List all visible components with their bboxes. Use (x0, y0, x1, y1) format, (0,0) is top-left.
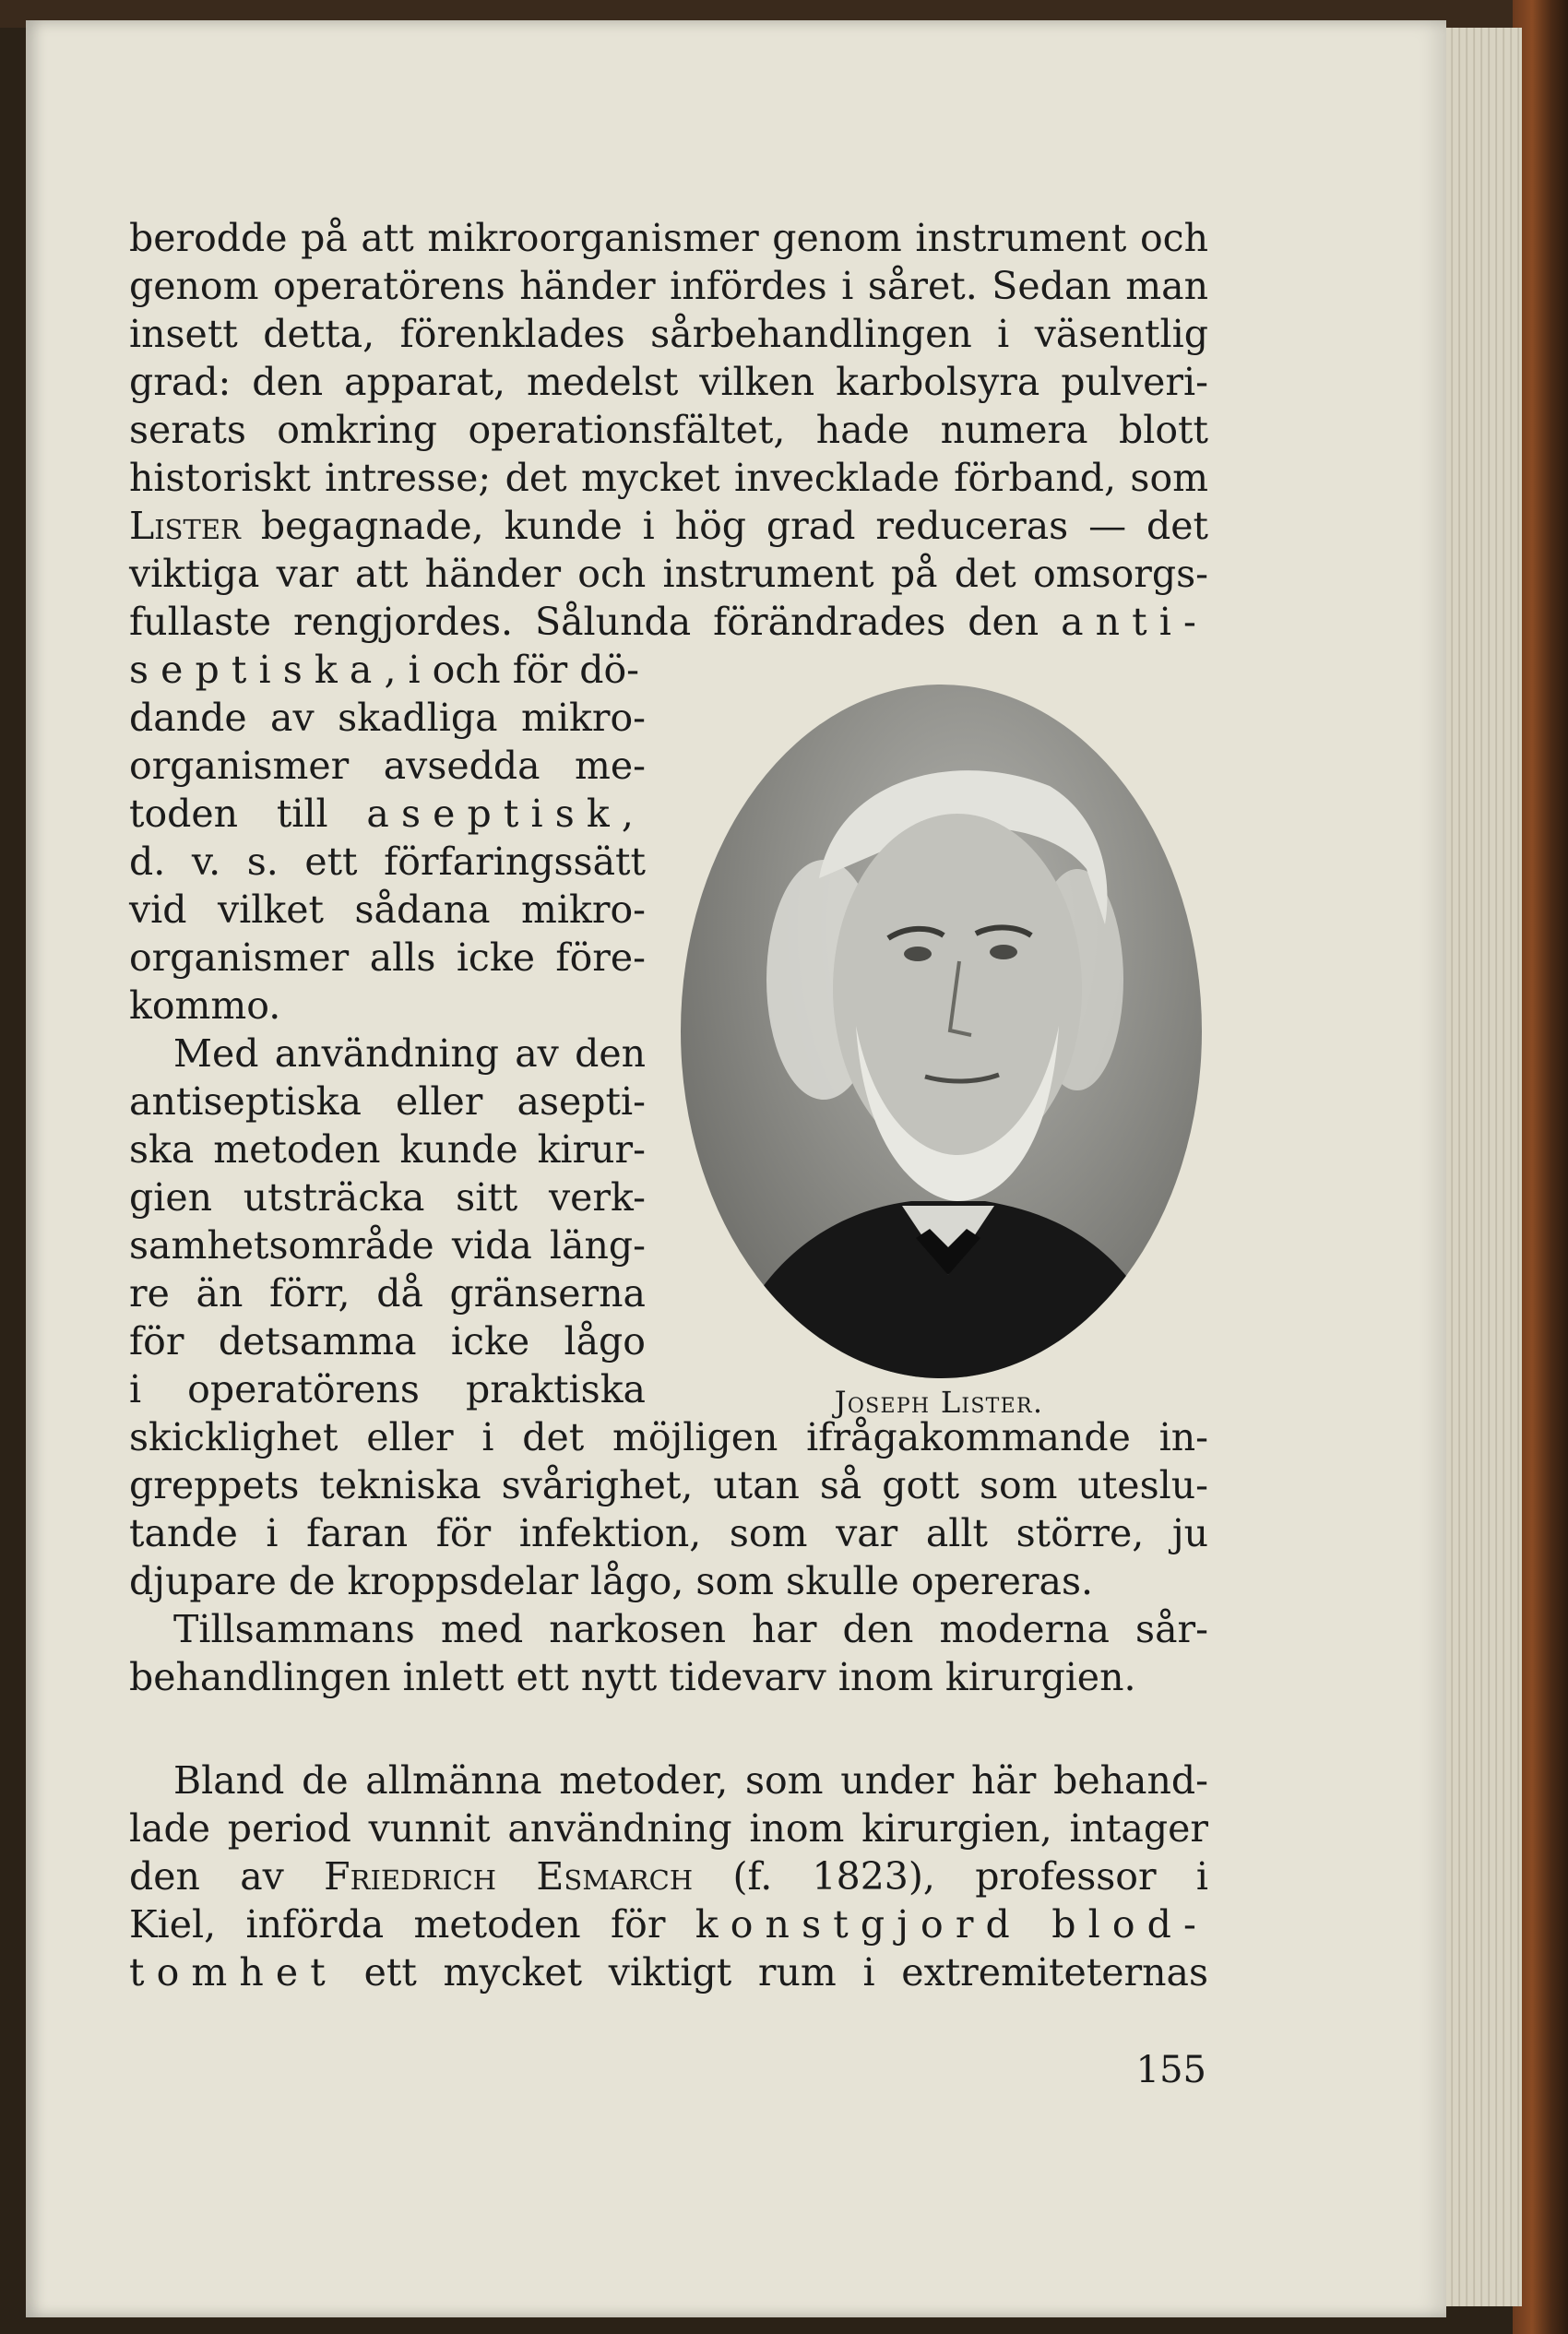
text-line: antiseptiska eller asepti- (129, 1079, 646, 1124)
text-line: skicklighet eller i det möjligen ifrågakommande in- (129, 1415, 1208, 1459)
spaced-word: septiska (129, 648, 385, 692)
text-fragment: , i och för dö- (384, 648, 640, 692)
text-fragment: (f. 1823), professor i (732, 1854, 1208, 1899)
text-line (129, 790, 646, 838)
text-line: organismer avsedda me- (129, 744, 646, 788)
text-line: kommo. (129, 983, 281, 1028)
portrait-caption: Joseph Lister. (834, 1385, 1044, 1420)
text-fragment: fullaste rengjordes. Sålunda förändrades den (129, 600, 1039, 644)
text-line: Tillsammans med narkosen har den moderna sår- (173, 1607, 1208, 1651)
text-line: vid vilket sådana mikro- (129, 887, 646, 932)
text-line: i operatörens praktiska (129, 1367, 646, 1411)
text-line: re än förr, då gränserna (129, 1271, 646, 1316)
text-line (129, 598, 1208, 646)
text-line: historiskt intresse; det mycket invecklade förband, som (129, 456, 1208, 500)
text-line (129, 502, 1208, 550)
text-line: insett detta, förenklades sårbehandlingen i väsentlig (129, 312, 1208, 356)
page-number: 155 (1135, 2049, 1206, 2091)
text-line (129, 1948, 1208, 1996)
spaced-word: konstgjord (695, 1902, 1022, 1947)
text-line: ska metoden kunde kirur- (129, 1127, 646, 1172)
text-line: grad: den apparat, medelst vilken karbolsyra pulveri- (129, 360, 1208, 404)
text-line: Bland de allmänna metoder, som under här behand- (173, 1758, 1208, 1803)
page-stack-edges (1439, 28, 1522, 2306)
text-fragment: begagnade, kunde i hög grad reduceras — det (260, 504, 1208, 548)
text-line: Med användning av den (173, 1031, 646, 1076)
spaced-word: tomhet (129, 1950, 338, 1995)
text-fragment: den av (129, 1854, 284, 1899)
name-esmarch: Friedrich Esmarch (324, 1854, 694, 1899)
book-page (26, 20, 1446, 2317)
text-line: d. v. s. ett förfaringssätt (129, 840, 646, 884)
text-line: organismer alls icke före- (129, 935, 646, 980)
text-line (129, 1900, 1208, 1948)
text-line: genom operatörens händer infördes i såret. Sedan man (129, 264, 1208, 308)
text-line: viktiga var att händer och instrument på det omsorgs- (129, 552, 1208, 596)
text-line (129, 646, 646, 694)
text-line: berodde på att mikroorganismer genom instrument och (129, 216, 1208, 260)
spaced-word: anti- (1061, 600, 1208, 644)
text-line: greppets tekniska svårighet, utan så gott som uteslu- (129, 1463, 1208, 1507)
text-fragment: toden till (129, 792, 328, 836)
text-line: gien utsträcka sitt verk- (129, 1175, 646, 1220)
text-line: behandlingen inlett ett nytt tidevarv inom kirurgien. (129, 1655, 1136, 1699)
text-line: lade period vunnit användning inom kirurgien, intager (129, 1806, 1208, 1851)
text-fragment: ett mycket viktigt rum i extremiteternas (363, 1950, 1208, 1995)
text-line: serats omkring operationsfältet, hade numera blott (129, 408, 1208, 452)
text-line: tande i faran för infektion, som var allt större, ju (129, 1511, 1208, 1555)
text-line: för detsamma icke lågo (129, 1319, 646, 1363)
text-line: djupare de kroppsdelar lågo, som skulle opereras. (129, 1559, 1094, 1603)
text-line: samhetsområde vida läng- (129, 1223, 646, 1268)
name-lister: Lister (129, 504, 241, 548)
spaced-word: blod- (1051, 1902, 1208, 1947)
text-line (129, 1852, 1208, 1900)
text-line: dande av skadliga mikro- (129, 696, 646, 740)
portrait-joseph-lister (681, 685, 1202, 1378)
spaced-word: aseptisk, (366, 792, 646, 836)
text-fragment: Kiel, införda metoden för (129, 1902, 666, 1947)
portrait-illustration (681, 685, 1202, 1378)
